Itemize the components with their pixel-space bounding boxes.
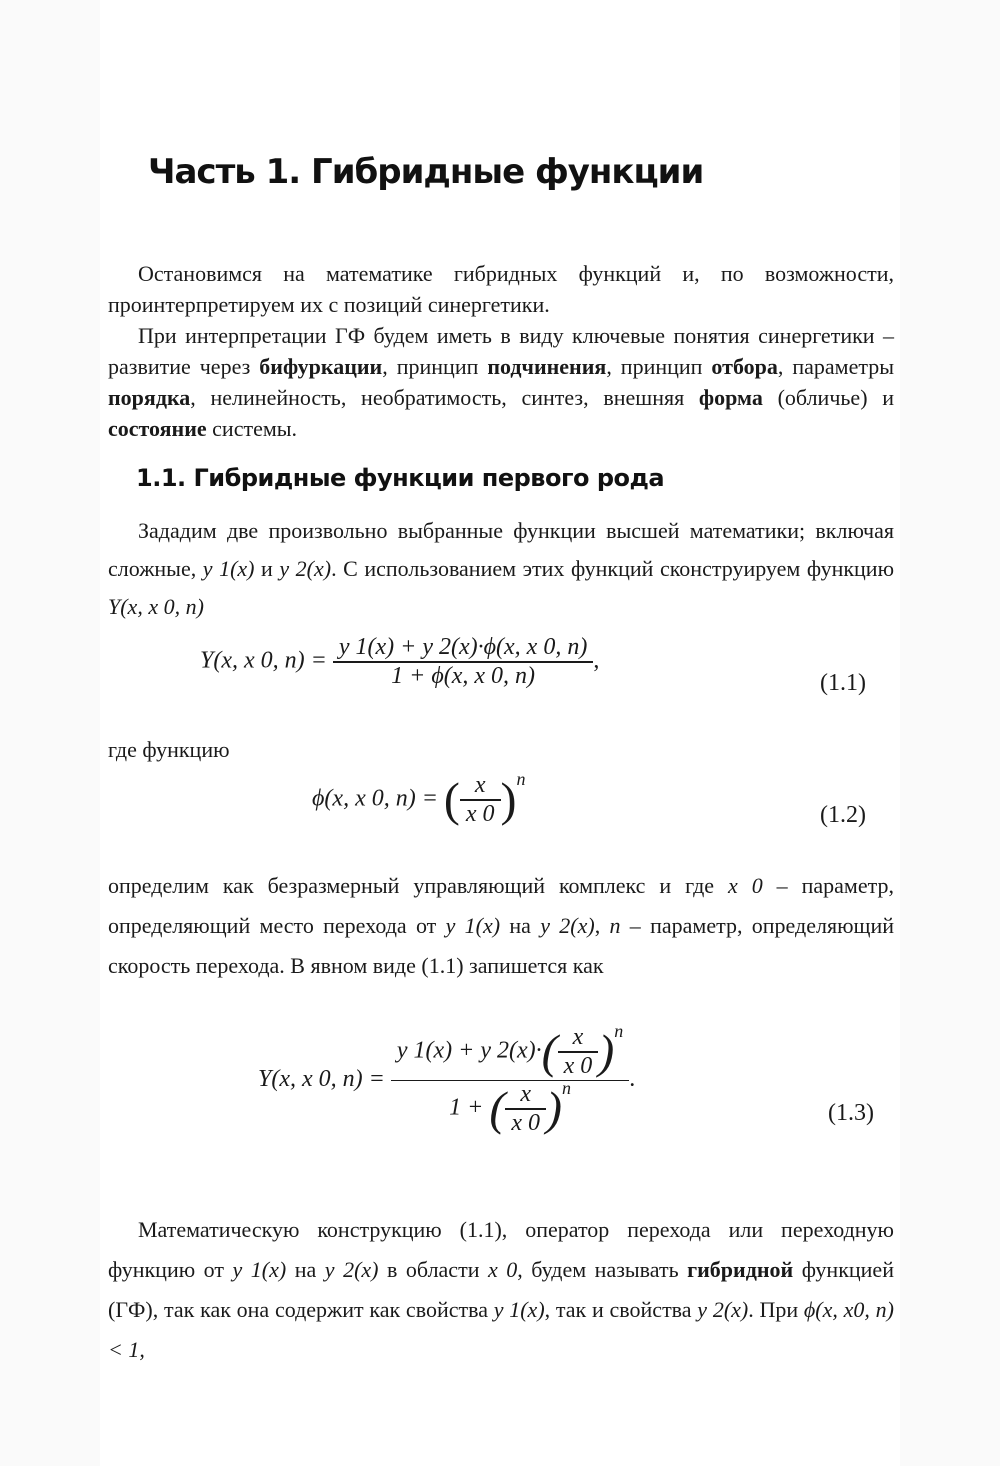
eq1-numerator: y 1(x) + y 2(x)·ϕ(x, x 0, n) — [338, 634, 588, 660]
intro-paragraph-2: При интерпретации ГФ будем иметь в виду ключевые понятия синергетики – развитие через бифуркации, принцип подчинения, принцип отбора, параметры порядка, нелинейность, необратимость, синтез, внешняя форма (обличье) и состояние системы. — [108, 323, 895, 441]
scan-edge-right — [900, 0, 1000, 1466]
scan-edge-left — [0, 0, 100, 1466]
paragraph-define-functions: Зададим две произвольно выбранные функции высшей математики; включая сложные, y 1(x) и y 2(x). С использованием этих функций сконструируем функцию Y(x, x 0, n) — [108, 518, 895, 619]
eq1-fraction — [333, 634, 593, 690]
eq3-denominator: 1 + ( $\frac{x}{x 0}$ )$^n$ — [449, 1078, 571, 1136]
intro-paragraph-1: Остановимся на математике гибридных функций и, по возможности, проинтерпретируем их с позиций синергетики. — [108, 261, 894, 317]
where-text: где функцию — [108, 737, 230, 762]
eq2-fraction: $\frac{x}{x 0}$ — [460, 772, 501, 828]
eq3-number: (1.3) — [828, 1100, 874, 1126]
eq3-numerator: y 1(x) + y 2(x)·( $\frac{x}{x 0}$ )$^n$ — [396, 1021, 624, 1079]
eq3-fraction — [391, 1021, 629, 1137]
paragraph-parameters: определим как безразмерный управляющий комплекс и где x 0 – параметр, определяющий место перехода от y 1(x) на y 2(x), n – параметр, определяющий скорость перехода. В явном виде (1.1) запишется как — [108, 873, 895, 978]
eq1-lhs: Y(x, x 0, n) = — [200, 647, 327, 674]
section-title: 1.1. Гибридные функции первого рода — [136, 464, 665, 492]
eq2-lhs: ϕ(x, x 0, n) = — [312, 785, 438, 812]
page: Часть 1. Гибридные функции Остановимся на математике гибридных функций и, по возможности, проинтерпретируем их с позиций синергетики. При интерпретации ГФ будем иметь в виду ключевые понятия синергетики – развитие через бифуркации, принцип подчинения, принцип отбора, параметры порядка, нелинейность, необратимость, синтез, внешняя форма (обличье) и состояние системы. 1.1. Гибридные функции первого рода Зададим две произвольно выбранные функции высшей математики; включая сложные, y 1(x) и y 2(x). С использованием этих функций сконструируем функцию Y(x, x 0, n) Y(x, x 0, n) = $\frac{y 1(x) + y 2(x)\cdot\phi(x, x 0, n)}{1 + \phi(x, x 0, n)}$ , (1.1) где функцию ϕ(x, x 0, n) = ( $\frac{x}{x 0}$ )$^n$ (1.2) определим как безразмерный управляющий комплекс и где x 0 – параметр, определяющий место перехода от y 1(x) на y 2(x), n – параметр, определяющий скорость перехода. В явном виде (1.1) запишется как Y(x, x 0, n) = y 1(x) + y 2(x)·( $\frac{x}{x 0}$ )$^n$ 1 + ( $\frac{x}{x 0}$ )$^n$ . (1.3) Математическую конструкцию (1.1), оператор перехода или переходную функцию от y 1(x) на y 2(x) в области x 0, будем называть гибридной функцией (ГФ), так как она содержит как свойства y 1(x), так и свойства y 2(x). При ϕ(x, x0, n) < 1, — [0, 0, 1000, 1466]
eq1-number: (1.1) — [820, 670, 866, 696]
eq3-lhs: Y(x, x 0, n) = — [258, 1065, 385, 1092]
eq2-number: (1.2) — [820, 802, 866, 828]
paragraph-hybrid-definition: Математическую конструкцию (1.1), оператор перехода или переходную функцию от y 1(x) на y 2(x) в области x 0, будем называть гибридной функцией (ГФ), так как она содержит как свойства y 1(x), так и свойства y 2(x). При ϕ(x, x0, n) < 1, — [108, 1217, 894, 1362]
eq1-denominator: 1 + ϕ(x, x 0, n) — [391, 662, 536, 689]
chapter-title: Часть 1. Гибридные функции — [148, 152, 704, 192]
